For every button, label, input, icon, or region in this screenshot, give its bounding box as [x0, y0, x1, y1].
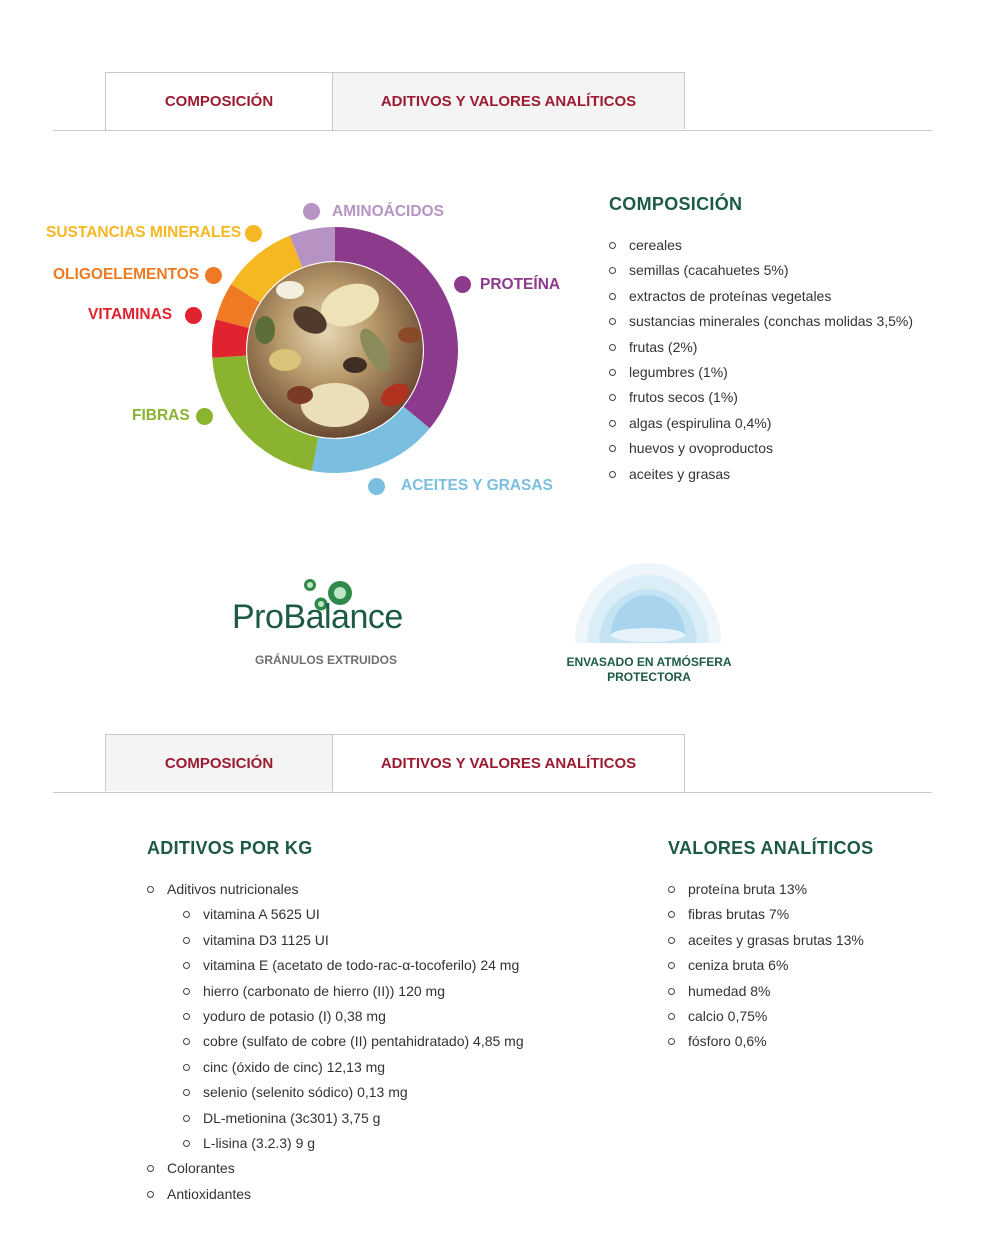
- probalance-logo: ProBalance: [232, 598, 403, 636]
- label-oligoelementos: OLIGOELEMENTOS: [53, 266, 200, 283]
- analytical-item: ceniza bruta 6%: [668, 953, 864, 978]
- composition-item: cereales: [609, 233, 913, 258]
- probalance-caption: GRÁNULOS EXTRUIDOS: [254, 653, 397, 667]
- tab-composicion[interactable]: COMPOSICIÓN: [105, 72, 333, 130]
- tab-aditivos[interactable]: ADITIVOS Y VALORES ANALÍTICOS: [332, 72, 685, 129]
- analytical-item: fibras brutas 7%: [668, 902, 864, 927]
- additives-item: DL-metionina (3c301) 3,75 g: [147, 1106, 524, 1131]
- additives-item: vitamina A 5625 UI: [147, 902, 524, 927]
- composition-item: sustancias minerales (conchas molidas 3,5%): [609, 309, 913, 334]
- composition-item: extractos de proteínas vegetales: [609, 284, 913, 309]
- additives-list: [147, 877, 524, 1207]
- additives-item: hierro (carbonato de hierro (II)) 120 mg: [147, 979, 524, 1004]
- composition-item: frutos secos (1%): [609, 385, 913, 410]
- label-aminoacidos: AMINOÁCIDOS: [332, 203, 444, 220]
- additives-item: Antioxidantes: [147, 1182, 524, 1207]
- additives-item: Aditivos nutricionales: [147, 877, 524, 902]
- analytical-item: proteína bruta 13%: [668, 877, 864, 902]
- analytical-item: calcio 0,75%: [668, 1004, 864, 1029]
- label-proteina: PROTEÍNA: [480, 276, 561, 293]
- analytical-item: fósforo 0,6%: [668, 1029, 864, 1054]
- aminoacidos-dot: [303, 203, 320, 220]
- composition-item: aceites y grasas: [609, 462, 913, 487]
- aceites-dot: [368, 478, 385, 495]
- atmosphere-caption: [549, 655, 749, 685]
- seed-mix-photo: [247, 262, 423, 438]
- analytical-item: aceites y grasas brutas 13%: [668, 928, 864, 953]
- analytical-item: humedad 8%: [668, 979, 864, 1004]
- protective-atmosphere-icon: [573, 555, 723, 645]
- additives-item: Colorantes: [147, 1156, 524, 1181]
- vitaminas-dot: [185, 307, 202, 324]
- composition-item: legumbres (1%): [609, 360, 913, 385]
- tab-composicion[interactable]: COMPOSICIÓN: [105, 734, 333, 791]
- additives-item: cobre (sulfato de cobre (II) pentahidratado) 4,85 mg: [147, 1029, 524, 1054]
- oligoelementos-dot: [205, 267, 222, 284]
- additives-item: vitamina E (acetato de todo-rac-α-tocoferilo) 24 mg: [147, 953, 524, 978]
- label-sustancias-minerales: SUSTANCIAS MINERALES: [46, 224, 242, 241]
- composition-item: huevos y ovoproductos: [609, 436, 913, 461]
- tab-aditivos[interactable]: ADITIVOS Y VALORES ANALÍTICOS: [332, 734, 685, 792]
- additives-item: L-lisina (3.2.3) 9 g: [147, 1131, 524, 1156]
- additives-title: ADITIVOS POR KG: [147, 838, 313, 858]
- additives-item: cinc (óxido de cinc) 12,13 mg: [147, 1055, 524, 1080]
- analytical-list: [668, 877, 864, 1055]
- label-aceites-grasas: ACEITES Y GRASAS: [401, 477, 553, 494]
- additives-item: yoduro de potasio (I) 0,38 mg: [147, 1004, 524, 1029]
- composition-item: frutas (2%): [609, 335, 913, 360]
- fibras-dot: [196, 408, 213, 425]
- tab-bar-bottom: [53, 734, 932, 793]
- label-fibras: FIBRAS: [132, 407, 190, 424]
- atmosphere-caption-line1: ENVASADO EN ATMÓSFERA: [566, 655, 732, 669]
- composition-item: semillas (cacahuetes 5%): [609, 258, 913, 283]
- additives-item: vitamina D3 1125 UI: [147, 928, 524, 953]
- composition-title: COMPOSICIÓN: [609, 194, 743, 214]
- composition-item: algas (espirulina 0,4%): [609, 411, 913, 436]
- analytical-title: VALORES ANALÍTICOS: [668, 838, 874, 858]
- proteina-dot: [454, 276, 471, 293]
- composition-list: [609, 233, 913, 487]
- sustancias-minerales-dot: [245, 225, 262, 242]
- additives-item: selenio (selenito sódico) 0,13 mg: [147, 1080, 524, 1105]
- label-vitaminas: VITAMINAS: [88, 306, 173, 323]
- atmosphere-caption-line2: PROTECTORA: [607, 670, 691, 684]
